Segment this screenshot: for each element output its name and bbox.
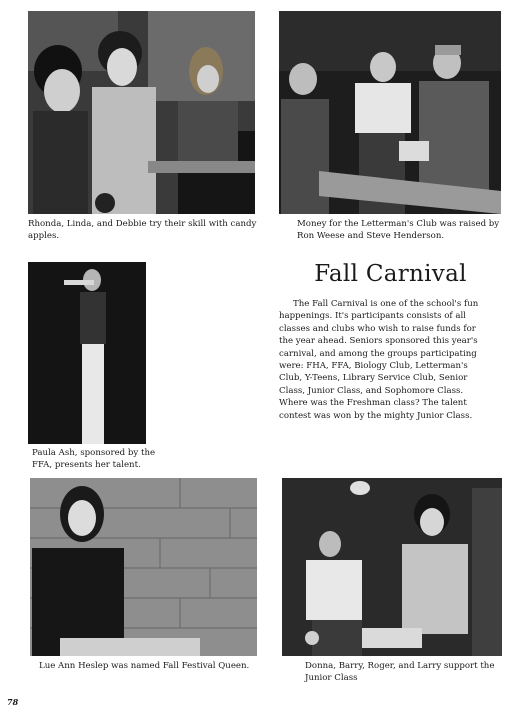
photo-queen [30,478,257,656]
caption-talent: Paula Ash, sponsored by the FFA, presents her talent. [32,448,156,470]
caption-lettermans-club: Money for the Letterman's Club was raised by Ron Weese and Steve Henderson. [297,219,500,241]
article-title: Fall Carnival [314,261,467,287]
photo-junior-class [282,478,502,656]
article-body: The Fall Carnival is one of the school's fun happenings. It's participants consists of all classes and clubs who wish to raise funds for the year ahead. Seniors sponsored this year's carnival, and among the groups participating were: FHA, FFA, Biology Club, Letterman's Club, Y-Teens, Library Service Club, Senior Class, Junior Class, and Sophomore Class. Where was the Freshman class? The talent contest was won by the mighty Junior Class. [279,299,479,421]
photo-candy-apples [28,11,255,214]
caption-queen: Lue Ann Heslep was named Fall Festival Queen. [39,661,250,671]
page-number: 78 [7,697,19,707]
photo-lettermans-club [279,11,501,214]
caption-candy-apples: Rhonda, Linda, and Debbie try their skill with candy apples. [28,219,257,241]
photo-talent [28,262,146,444]
caption-junior-class: Donna, Barry, Roger, and Larry support the Junior Class [305,661,495,683]
